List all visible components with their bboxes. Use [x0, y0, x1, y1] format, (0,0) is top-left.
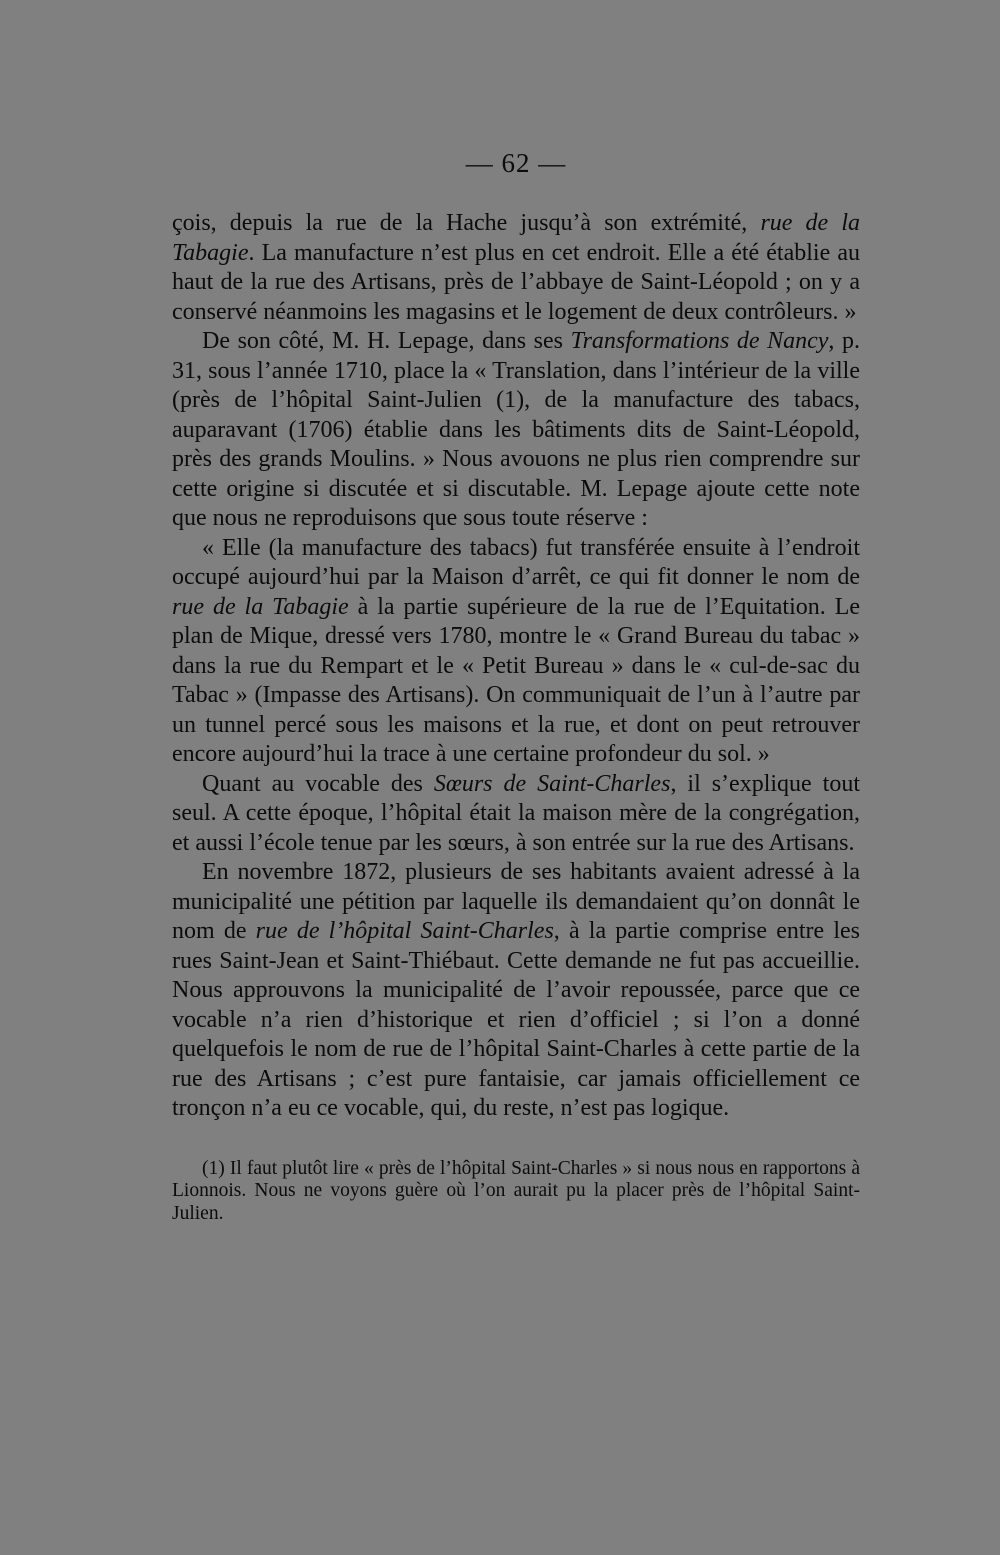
paragraph — [172, 534, 860, 770]
paragraph — [172, 209, 860, 327]
text-run: Quant au vocable des — [202, 770, 434, 797]
text-run: à la partie supérieure de la rue de l’Equitation. Le plan de Mique, dressé vers 1780, montre le « Grand Bureau du tabac » dans la rue du Rempart et le « Petit Bureau » dans le « cul-de-sac du Tabac » (Impasse des Artisans). On communiquait de l’un à l’autre par un tunnel percé sous les maisons et la rue, et dont on peut retrouver encore aujourd’hui la trace à une certaine profondeur du sol. » — [172, 593, 861, 767]
book-page — [172, 148, 860, 1225]
italic-text-run: rue de l’hôpital Saint-Charles — [255, 918, 554, 944]
italic-text-run: Sœurs de Saint-Charles — [433, 770, 671, 797]
italic-text-run: Transformations de Nancy — [570, 328, 829, 354]
paragraph — [172, 770, 860, 859]
text-run: , p. 31, sous l’année 1710, place la « Translation, dans l’intérieur de la ville (près de l’hôpital Saint-Julien (1), de la manufacture des tabacs, auparavant (1706) établie dans les bâtiments dits de Saint-Léopold, près des grands Moulins. » Nous avouons ne plus rien comprendre sur cette origine si discutée et si discutable. M. Lepage ajoute cette note que nous ne reproduisons que sous toute réserve : — [172, 328, 861, 531]
text-run: . La manufacture n’est plus en cet endroit. Elle a été établie au haut de la rue des Artisans, près de l’abbaye de Saint-Léopold ; on y a conservé néanmoins les magasins et le logement de deux contrôleurs. » — [172, 239, 860, 325]
paragraph — [172, 858, 860, 1124]
paragraph — [172, 327, 860, 534]
page-number: — 62 — — [465, 148, 567, 178]
text-run: , à la partie comprise entre les rues Saint-Jean et Saint-Thiébaut. Cette demande ne fut pas accueillie. Nous approuvons la municipalité de l’avoir repoussée, parce que ce vocable n’a rien d’historique et rien d’officiel ; si l’on a donné quelquefois le nom de rue de l’hôpital Saint-Charles à cette partie de la rue des Artisans ; c’est pure fantaisie, car jamais officiellement ce tronçon n’a eu ce vocable, qui, du reste, n’est pas logique. — [172, 918, 860, 1121]
text-run: De son côté, M. H. Lepage, dans ses — [202, 328, 571, 354]
footnote: (1) Il faut plutôt lire « près de l’hôpital Saint-Charles » si nous nous en rapportons à Lionnois. Nous ne voyons guère où l’on aurait pu la placer près de l’hôpital Saint-Julien. — [172, 1157, 860, 1224]
text-run: çois, depuis la rue de la Hache jusqu’à son extrémité, — [172, 210, 761, 236]
italic-text-run: rue de la Tabagie — [172, 210, 861, 266]
footnotes — [172, 1158, 860, 1226]
text-run: « Elle (la manufacture des tabacs) fut transférée ensuite à l’endroit occupé aujourd’hui par la Maison d’arrêt, ce qui fit donner le nom de — [172, 534, 860, 590]
body-text — [172, 209, 860, 1124]
text-run: En novembre 1872, plusieurs de ses habitants avaient adressé à la municipalité une pétition par laquelle ils demandaient qu’on donnât le nom de — [172, 859, 860, 944]
italic-text-run: rue de la Tabagie — [172, 593, 349, 620]
text-run: , il s’explique tout seul. A cette époque, l’hôpital était la maison mère de la congrégation, et aussi l’école tenue par les sœurs, à son entrée sur la rue des Artisans. — [172, 770, 860, 856]
